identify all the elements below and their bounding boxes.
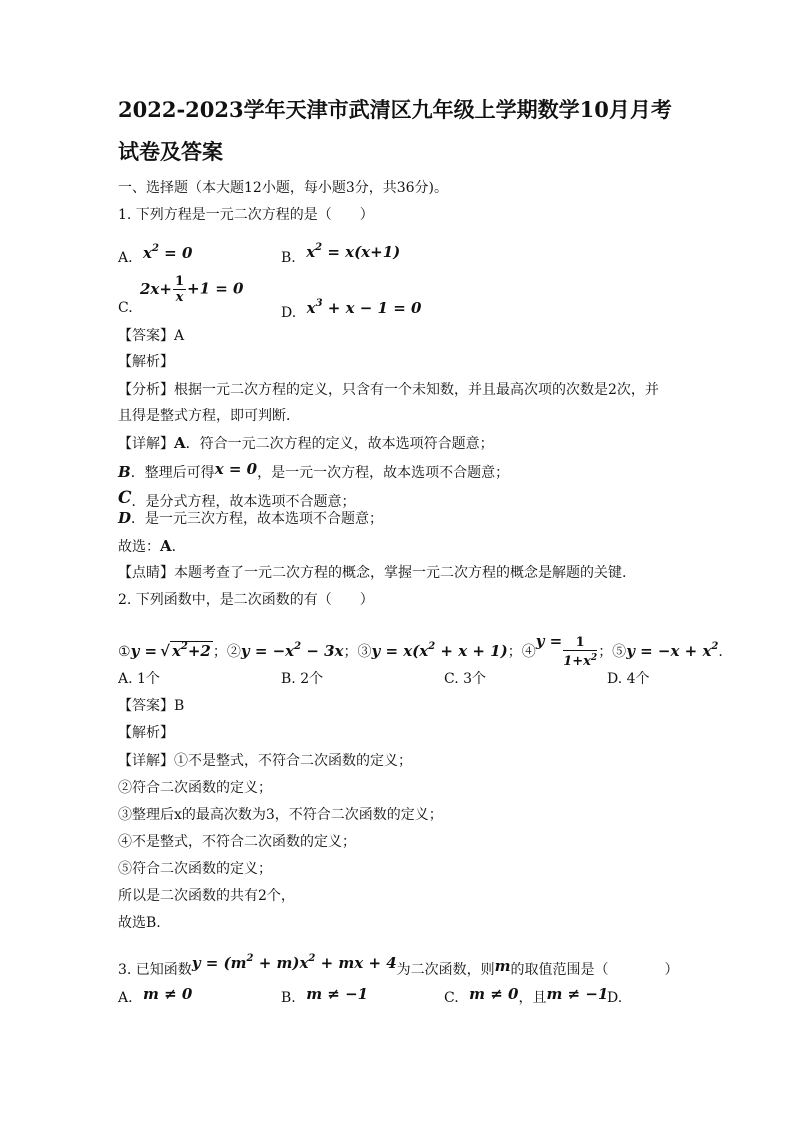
q2-detail-4: ④不是整式，不符合二次函数的定义；	[118, 834, 356, 850]
q1-option-a-math: $x^2 = 0$	[143, 243, 193, 262]
q1-option-d-math: $x^3 + x - 1 = 0$	[306, 298, 422, 317]
q2-sep1: ；②	[212, 644, 241, 660]
q2-sep2: ；③	[343, 644, 372, 660]
q2-option-d: D. 4个	[607, 671, 650, 687]
q1-choose	[118, 536, 186, 557]
q3-stem	[118, 955, 679, 980]
q2-sep3: ；④	[507, 644, 536, 660]
q1-detail-c-text: ．是分式方程，故本选项不合题意；	[131, 494, 356, 510]
q3-stem-var: m	[494, 957, 511, 975]
q1-option-c	[118, 298, 133, 318]
q3-option-d: D.	[607, 990, 623, 1006]
q1-choose-text: 故选：	[118, 539, 160, 555]
q1-option-d	[281, 298, 421, 323]
q2-detail-7: 故选B.	[118, 915, 161, 931]
q1-fenxi-line2: 且得是整式方程，即可判断．	[118, 408, 300, 424]
q1-option-c-fraction: $\frac{1}{x}$	[174, 274, 184, 305]
q1-analysis-tag: 【解析】	[118, 354, 174, 370]
q2-f2: $y = -x^2 - 3x$	[240, 641, 344, 660]
q1-option-b	[281, 243, 400, 268]
q1-option-c-math: 2x+ $\frac{1}{x}$ +1 = 0	[140, 274, 244, 305]
page-title-line2: 试卷及答案	[118, 139, 223, 164]
section-heading: 一、选择题（本大题12小题，每小题3分，共36分)。	[118, 180, 448, 196]
q1-detail-a-text: ．符合一元二次方程的定义，故本选项符合题意；	[185, 436, 494, 452]
q2-analysis-tag: 【解析】	[118, 725, 174, 741]
q1-detail-c-letter: C	[118, 488, 132, 508]
q2-detail-2: ②符合二次函数的定义；	[118, 780, 272, 796]
q1-detail-b-math: x = 0	[214, 460, 258, 478]
q2-detail-5: ⑤符合二次函数的定义；	[118, 861, 272, 877]
q1-choose-end: ．	[171, 539, 186, 555]
q2-option-a: A. 1个	[118, 671, 160, 687]
q2-option-b: B. 2个	[281, 671, 324, 687]
q1-detail-b-text2: ，是一元一次方程，故本选项不合题意；	[257, 465, 510, 481]
q2-stem: 2. 下列函数中，是二次函数的有（ ）	[118, 592, 374, 608]
q2-detail-3: ③整理后x的最高次数为3，不符合二次函数的定义；	[118, 807, 443, 823]
q1-option-a	[118, 243, 192, 268]
q1-option-d-letter: D.	[281, 305, 297, 321]
q2-end: .	[718, 644, 723, 660]
q1-detail-tag: 【详解】	[118, 436, 174, 452]
q2-f1-radicand: $x^2+2$	[171, 641, 211, 660]
q1-detail-d-letter: D	[118, 509, 132, 527]
q1-option-b-letter: B.	[281, 250, 296, 266]
q1-option-b-math: $x^2 = x(x+1)$	[306, 242, 401, 261]
q2-sep4: ；⑤	[598, 644, 627, 660]
q2-f5: $y = -x + x^2$	[626, 641, 719, 660]
q2-detail-6: 所以是二次函数的共有2个，	[118, 888, 295, 904]
q1-detail-b-letter: B	[118, 463, 131, 481]
q3-stem-math: $y = (m^2 + m)x^2$ + mx + 4	[191, 953, 397, 972]
q3-stem-text2: 为二次函数，则	[396, 962, 495, 978]
page-title-line1: 2022-2023学年天津市武清区九年级上学期数学10月月考	[118, 97, 672, 122]
q1-detail-a-letter: A	[174, 434, 186, 452]
q1-detail-a	[118, 433, 494, 454]
q1-choose-letter: A	[160, 537, 172, 555]
q3-option-b: B. m ≠ −1	[281, 985, 369, 1006]
q2-option-c: C. 3个	[444, 671, 487, 687]
q2-f4-y: y =	[535, 632, 563, 650]
q2-answer: 【答案】B	[118, 698, 185, 714]
q2-f4-fraction: $\frac{1}{1+x^2}$	[563, 635, 598, 669]
q2-f1-label: ①	[118, 644, 131, 660]
q3-stem-text3: 的取值范围是（ ）	[510, 962, 679, 978]
q1-fenxi-line1: 【分析】根据一元二次方程的定义，只含有一个未知数，并且最高次项的次数是2次，并	[118, 382, 659, 398]
q3-option-a: A. m ≠ 0	[118, 985, 193, 1006]
q1-option-a-letter: A.	[118, 250, 133, 266]
q2-f1-y: y =	[130, 642, 158, 660]
q1-detail-d	[118, 508, 383, 529]
q3-stem-text1: 3. 已知函数	[118, 962, 192, 978]
q3-option-c: C. m ≠ 0，且m ≠ −1	[444, 985, 609, 1006]
q1-insight: 【点睛】本题考查了一元二次方程的概念，掌握一元二次方程的概念是解题的关键.	[118, 565, 627, 581]
q1-detail-d-text: ．是一元三次方程，故本选项不合题意；	[131, 511, 384, 527]
q1-detail-b	[118, 462, 509, 483]
q1-answer: 【答案】A	[118, 328, 185, 344]
q1-option-c-letter: C.	[118, 300, 133, 316]
q2-f3: $y = x(x^2 + x + 1)$	[371, 641, 508, 660]
q1-stem: 1. 下列方程是一元二次方程的是（ ）	[118, 207, 374, 223]
q1-detail-b-text1: ．整理后可得	[130, 465, 215, 481]
q2-functions: ①y = √ $x^2+2$ ；②y = $-x^2 - 3x$；③y = $x(x^2 + x + 1)$；④y = $\frac{1}{1+x^2}$ ；⑤y = $-x + x^2$.	[118, 632, 723, 669]
q2-detail-1: 【详解】①不是整式，不符合二次函数的定义；	[118, 753, 412, 769]
